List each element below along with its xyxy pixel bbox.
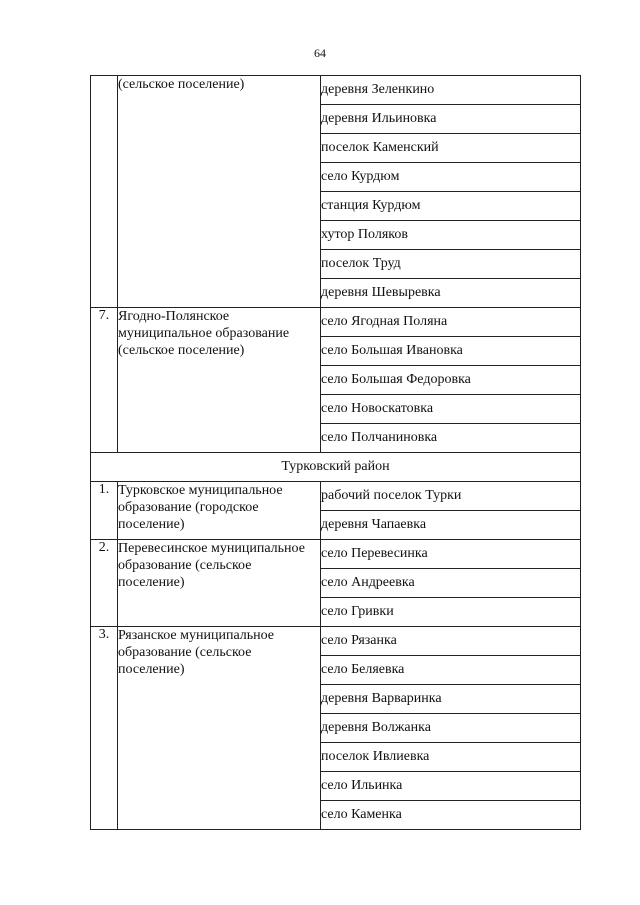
settlement-name: рабочий поселок Турки bbox=[321, 482, 581, 511]
row-number: 2. bbox=[91, 540, 118, 627]
settlement-name: село Ильинка bbox=[321, 772, 581, 801]
settlement-name: станция Курдюм bbox=[321, 192, 581, 221]
table-row bbox=[91, 76, 581, 105]
row-number bbox=[91, 76, 118, 308]
settlement-name: село Новоскатовка bbox=[321, 395, 581, 424]
municipality-name: Перевесинское муниципальное образование (сельское поселение) bbox=[118, 540, 321, 627]
settlement-name: деревня Ильиновка bbox=[321, 105, 581, 134]
settlement-name: село Полчаниновка bbox=[321, 424, 581, 453]
settlements-table bbox=[90, 75, 581, 830]
settlement-name: деревня Чапаевка bbox=[321, 511, 581, 540]
settlement-name: село Курдюм bbox=[321, 163, 581, 192]
settlement-name: село Рязанка bbox=[321, 627, 581, 656]
table-row bbox=[91, 308, 581, 337]
municipality-name: Турковское муниципальное образование (городское поселение) bbox=[118, 482, 321, 540]
municipality-name: Рязанское муниципальное образование (сельское поселение) bbox=[118, 627, 321, 830]
settlement-name: село Большая Ивановка bbox=[321, 337, 581, 366]
table-row bbox=[91, 482, 581, 511]
settlement-name: поселок Ивлиевка bbox=[321, 743, 581, 772]
municipality-name: Ягодно-Полянское муниципальное образование (сельское поселение) bbox=[118, 308, 321, 453]
settlement-name: деревня Волжанка bbox=[321, 714, 581, 743]
settlement-name: поселок Каменский bbox=[321, 134, 581, 163]
settlement-name: село Гривки bbox=[321, 598, 581, 627]
municipality-name: (сельское поселение) bbox=[118, 76, 321, 308]
row-number: 7. bbox=[91, 308, 118, 453]
settlement-name: деревня Варваринка bbox=[321, 685, 581, 714]
settlement-name: село Перевесинка bbox=[321, 540, 581, 569]
settlement-name: село Беляевка bbox=[321, 656, 581, 685]
district-row bbox=[91, 453, 581, 482]
settlement-name: хутор Поляков bbox=[321, 221, 581, 250]
settlement-name: село Андреевка bbox=[321, 569, 581, 598]
settlement-name: село Ягодная Поляна bbox=[321, 308, 581, 337]
row-number: 3. bbox=[91, 627, 118, 830]
page-number: 64 bbox=[314, 46, 326, 60]
settlement-name: село Каменка bbox=[321, 801, 581, 830]
settlement-name: село Большая Федоровка bbox=[321, 366, 581, 395]
row-number: 1. bbox=[91, 482, 118, 540]
table-row bbox=[91, 627, 581, 656]
table-row bbox=[91, 540, 581, 569]
district-title: Турковский район bbox=[91, 453, 581, 482]
settlement-name: поселок Труд bbox=[321, 250, 581, 279]
settlement-name: деревня Шевыревка bbox=[321, 279, 581, 308]
settlement-name: деревня Зеленкино bbox=[321, 76, 581, 105]
